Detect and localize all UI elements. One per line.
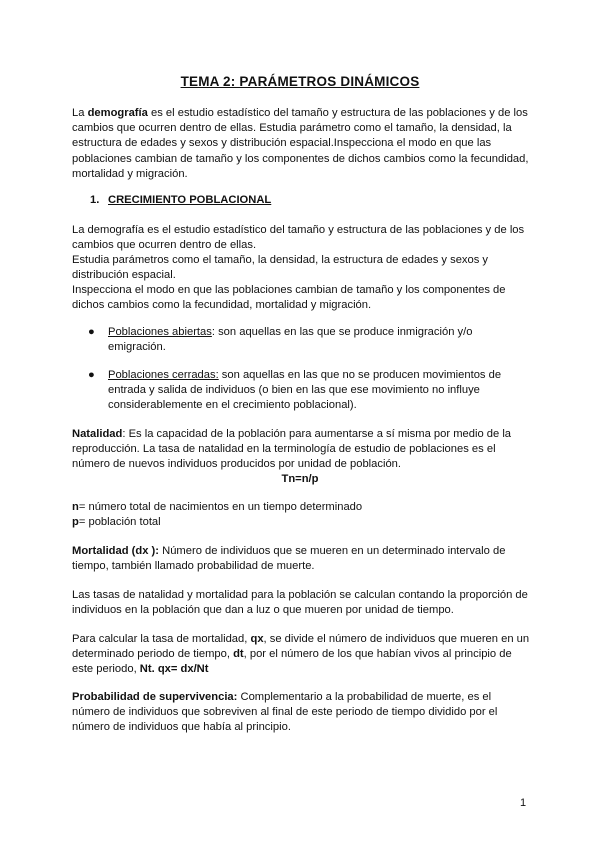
mortalidad-paragraph xyxy=(72,544,532,574)
supervivencia-paragraph xyxy=(72,690,532,736)
calculo-text-3: , por el número de los que habían vivos al principio de este periodo, xyxy=(72,648,512,676)
section-paragraph-3: Inspecciona el modo en que las poblaciones cambian de tamaño y los componentes de dichos cambios como la fecundidad, mortalidad y migración. xyxy=(72,284,506,312)
intro-bold-term: demografía xyxy=(87,107,148,119)
calculo-text-2: , se divide el número de individuos que mueren en un determinado periodo de tiempo, xyxy=(72,633,530,661)
intro-post: es el estudio estadístico del tamaño y estructura de las poblaciones y de los cambios que ocurren dentro de ellas. Estudia parámetro como el tamaño, la densidad, la estructura de edades y sexos y distribución espacial.Inspecciona el modo en que las poblaciones cambian de tamaño y los componentes de dichos cambios como la fecundidad, mortalidad y migración. xyxy=(72,107,529,180)
supervivencia-term: Probabilidad de supervivencia: xyxy=(72,691,238,703)
bullet-icon: ● xyxy=(88,326,95,338)
calculo-text-1: Para calcular la tasa de mortalidad, xyxy=(72,633,251,645)
calculo-bold-dt: dt xyxy=(233,648,244,661)
natalidad-term: Natalidad xyxy=(72,428,123,440)
list-item xyxy=(88,325,518,355)
natalidad-paragraph xyxy=(72,427,532,473)
bullet-term: Poblaciones cerradas: xyxy=(108,369,219,381)
definition-n-term: n xyxy=(72,501,79,513)
intro-paragraph xyxy=(72,106,532,182)
section-paragraph-2: Estudia parámetros como el tamaño, la densidad, la estructura de edades y sexos y distribución espacial. xyxy=(72,254,489,282)
intro-pre: La xyxy=(72,107,88,119)
section-number: 1. xyxy=(90,194,100,206)
definition-n-text: = número total de nacimientos en un tiempo determinado xyxy=(78,501,363,513)
calculo-bold-formula: Nt. qx= dx/Nt xyxy=(139,663,209,676)
mortalidad-text: Número de individuos que se mueren en un determinado intervalo de tiempo, también llamado probabilidad de muerte. xyxy=(72,545,506,573)
tasas-paragraph: Las tasas de natalidad y mortalidad para la población se calculan contando la proporción de individuos en la población que dan a luz o que mueren por unidad de tiempo. xyxy=(72,589,528,617)
mortalidad-term: Mortalidad (dx ): xyxy=(72,545,160,557)
calculo-bold-qx: qx xyxy=(250,633,264,645)
bullet-text: : son aquellas en las que se produce inmigración y/o emigración. xyxy=(108,326,473,354)
bullet-icon: ● xyxy=(88,369,95,381)
natalidad-text: : Es la capacidad de la población para aumentarse a sí misma por medio de la reproducción. La tasa de natalidad en la terminología de estudio de poblaciones es el número de nuevos individuos producidos por unidad de población. xyxy=(72,428,512,471)
section-paragraph-1: La demografía es el estudio estadístico del tamaño y estructura de las poblaciones y de los cambios que ocurren dentro de ellas. xyxy=(72,224,525,252)
bullet-text: son aquellas en las que no se producen movimientos de entrada y salida de individuos (o bien en las que ese movimiento no influye considerablemente en el crecimiento poblacional). xyxy=(108,369,502,412)
supervivencia-text: Complementario a la probabilidad de muerte, es el número de individuos que sobreviven al final de este periodo de tiempo dividido por el número de individuos que había al principio. xyxy=(72,691,498,734)
definition-p-text: = población total xyxy=(78,516,161,528)
section-heading-text: CRECIMIENTO POBLACIONAL xyxy=(108,194,272,206)
definition-p-term: p xyxy=(72,516,79,528)
definition-p xyxy=(72,515,532,530)
calculo-paragraph xyxy=(72,632,532,678)
section-heading xyxy=(90,194,271,206)
page-number: 1 xyxy=(520,797,527,809)
list-item xyxy=(88,368,518,414)
bullet-term: Poblaciones abiertas xyxy=(108,326,212,338)
definition-n xyxy=(72,500,532,515)
natalidad-formula: Tn=n/p xyxy=(281,473,319,485)
page-title: TEMA 2: PARÁMETROS DINÁMICOS xyxy=(180,74,420,89)
